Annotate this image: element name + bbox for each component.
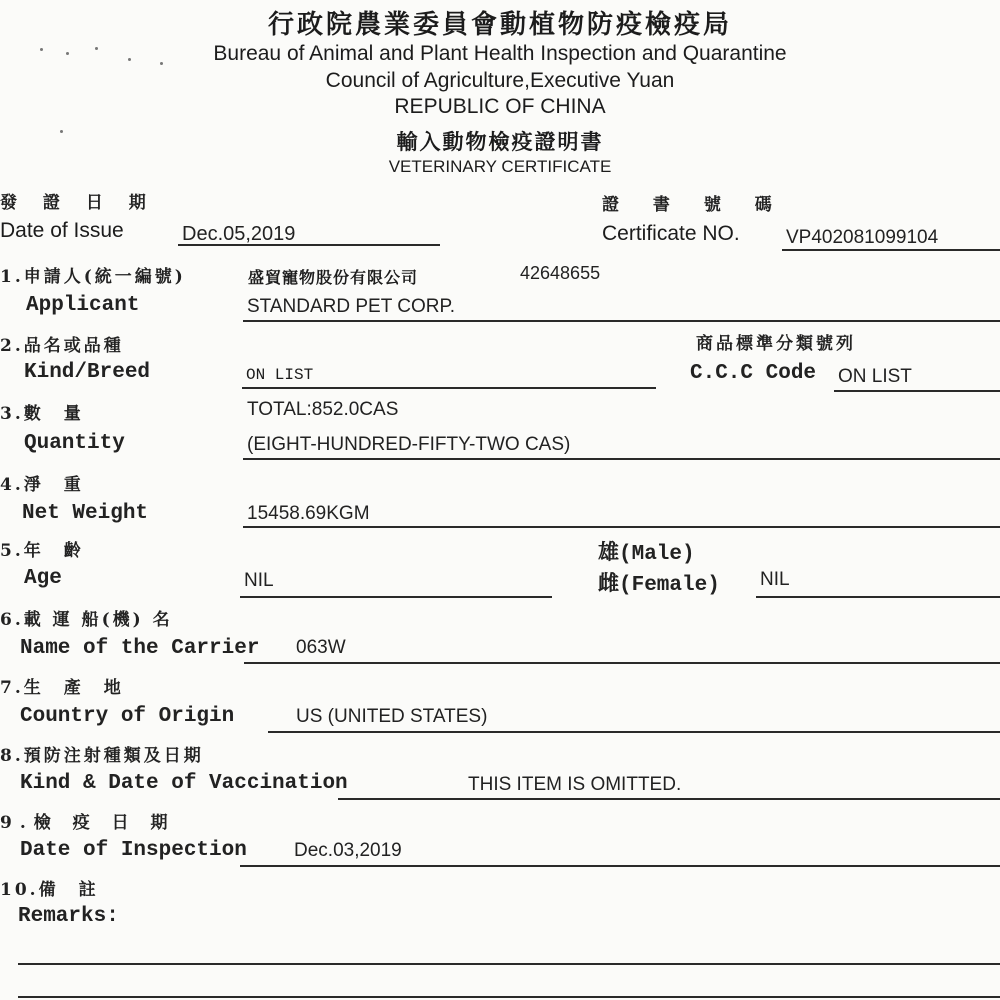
quantity-value: TOTAL:852.0CAS [247, 399, 399, 420]
cert-number-underline [782, 249, 1000, 251]
vaccination-underline [338, 798, 1000, 800]
origin-value: US (UNITED STATES) [296, 706, 488, 727]
age-label: Age [24, 567, 62, 590]
remarks-label: Remarks: [18, 905, 119, 928]
quantity-underline [243, 458, 1000, 460]
cert-number-value: VP402081099104 [786, 227, 939, 248]
sex-value: NIL [760, 569, 790, 590]
doc-title-en: VETERINARY CERTIFICATE [388, 157, 612, 176]
ccc-underline [834, 390, 1000, 392]
origin-label: Country of Origin [20, 705, 235, 728]
inspection-value: Dec.03,2019 [294, 840, 402, 861]
net-weight-value: 15458.69KGM [247, 503, 370, 524]
quantity-value-words: (EIGHT-HUNDRED-FIFTY-TWO CAS) [247, 434, 571, 455]
issue-date-underline [178, 244, 440, 246]
applicant-value: STANDARD PET CORP. [247, 296, 455, 317]
inspection-underline [240, 865, 1000, 867]
applicant-tax-id: 42648655 [520, 263, 601, 283]
applicant-company-zh: 盛貿寵物股份有限公司 [248, 268, 419, 287]
issue-date-value: Dec.05,2019 [182, 223, 296, 245]
cert-number-label-zh: 證 書 號 碼 [602, 195, 786, 215]
age-value: NIL [244, 570, 274, 591]
age-label-zh: 5.年 齡 [0, 541, 84, 561]
net-weight-label: Net Weight [22, 502, 149, 525]
vaccination-label: Kind & Date of Vaccination [20, 772, 348, 795]
remarks-line-2 [18, 996, 1000, 998]
remarks-label-zh: 10.備 註 [0, 880, 99, 900]
kind-label-zh: 2.品名或品種 [0, 336, 124, 356]
ccc-label-zh: 商品標準分類號列 [696, 334, 856, 354]
origin-label-zh: 7.生 產 地 [0, 678, 124, 698]
applicant-label-zh: 1.申請人(統一編號) [0, 267, 186, 287]
applicant-label: Applicant [26, 294, 140, 317]
age-underline [240, 596, 552, 598]
issue-date-label-zh: 發 證 日 期 [0, 193, 156, 213]
origin-underline [268, 731, 1000, 733]
vaccination-label-zh: 8.預防注射種類及日期 [0, 746, 204, 766]
net-weight-label-zh: 4.淨 重 [0, 475, 84, 495]
net-weight-underline [243, 526, 1000, 528]
carrier-label: Name of the Carrier [20, 637, 260, 660]
quantity-label-zh: 3.數 量 [0, 404, 84, 424]
sex-underline [756, 596, 1000, 598]
country-title: REPUBLIC OF CHINA [394, 95, 606, 118]
kind-value: ON LIST [246, 366, 314, 384]
inspection-label: Date of Inspection [20, 839, 247, 862]
council-title: Council of Agriculture,Executive Yuan [325, 69, 675, 92]
issue-date-label: Date of Issue [0, 219, 124, 242]
cert-number-label: Certificate NO. [602, 222, 740, 245]
carrier-label-zh: 6.載 運 船(機) 名 [0, 610, 173, 630]
agency-title-en: Bureau of Animal and Plant Health Inspection and Quarantine [213, 42, 787, 65]
male-label: 雄(Male) [598, 543, 695, 566]
doc-title-zh: 輸入動物檢疫證明書 [396, 129, 604, 154]
kind-underline [242, 387, 656, 389]
agency-title-zh: 行政院農業委員會動植物防疫檢疫局 [267, 10, 732, 40]
vaccination-value: THIS ITEM IS OMITTED. [468, 774, 682, 795]
applicant-underline [243, 320, 1000, 322]
remarks-line-1 [18, 963, 1000, 965]
inspection-label-zh: 9.檢 疫 日 期 [0, 813, 176, 833]
ccc-value: ON LIST [838, 366, 912, 387]
quantity-label: Quantity [24, 432, 125, 455]
female-label: 雌(Female) [598, 574, 720, 597]
carrier-value: 063W [296, 637, 346, 658]
carrier-underline [244, 662, 1000, 664]
ccc-label: C.C.C Code [690, 362, 817, 385]
kind-label: Kind/Breed [24, 361, 151, 384]
